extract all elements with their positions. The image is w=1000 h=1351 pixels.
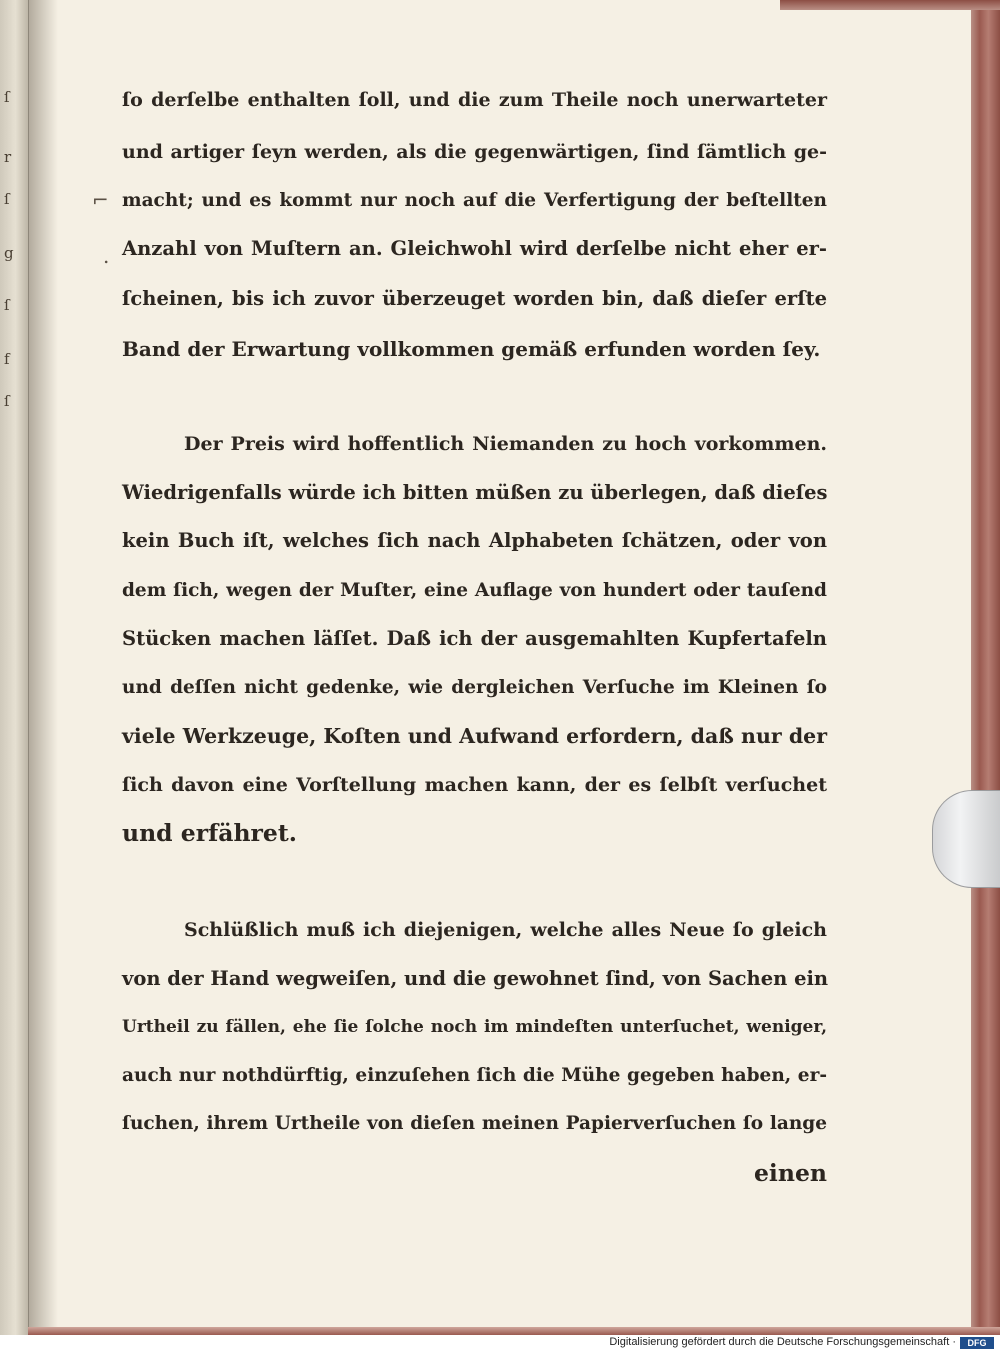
margin-dot-mark: . <box>103 244 110 268</box>
facing-page-char: ſ <box>4 88 10 106</box>
text-line: Anzahl von Muſtern an. Gleichwohl wird derſelbe nicht eher er- <box>122 237 827 260</box>
facing-page-edge <box>0 0 29 1335</box>
text-line: ſich davon eine Vorſtellung machen kann, der es ſelbſt verſuchet <box>122 774 827 796</box>
text-line: Wiedrigenfalls würde ich bitten müßen zu überlegen, daß dieſes <box>122 481 828 504</box>
facing-page-char: ſ <box>4 296 10 314</box>
text-line: Der Preis wird hoffentlich Niemanden zu hoch vorkommen. <box>184 433 827 455</box>
text-line: kein Buch iſt, welches ſich nach Alphabeten ſchätzen, oder von <box>122 529 827 552</box>
facing-page-char: r <box>4 148 12 166</box>
text-line: macht; und es kommt nur noch auf die Verfertigung der beſtellten <box>122 190 827 211</box>
page-gutter-shadow <box>28 0 58 1335</box>
facing-page-char: g <box>4 244 14 262</box>
text-line: ſo derſelbe enthalten ſoll, und die zum Theile noch unerwarteter <box>122 89 827 111</box>
text-line: viele Werkzeuge, Koſten und Aufwand erfordern, daß nur der <box>122 724 827 748</box>
text-line: ſcheinen, bis ich zuvor überzeuget worden bin, daß dieſer erſte <box>122 287 827 310</box>
facing-page-char: ſ <box>4 392 10 410</box>
text-line: Stücken machen läſſet. Daß ich der ausgemahlten Kupfertafeln <box>122 627 827 650</box>
book-edge-right <box>971 0 1000 1335</box>
catchword: einen <box>753 1159 827 1187</box>
text-line: Band der Erwartung vollkommen gemäß erfunden worden ſey. <box>122 337 821 361</box>
book-edge-top <box>780 0 1000 10</box>
text-line: von der Hand wegweiſen, und die gewohnet ſind, von Sachen ein <box>122 967 829 990</box>
book-edge-bottom <box>28 1327 1000 1335</box>
text-line: ſuchen, ihrem Urtheile von dieſen meinen Papierverſuchen ſo lange <box>122 1113 827 1134</box>
facing-page-char: f <box>4 350 10 368</box>
footer-bar <box>0 1335 1000 1351</box>
facing-page-char: ſ <box>4 190 10 208</box>
text-line: und erfähret. <box>122 819 297 847</box>
text-line: und artiger ſeyn werden, als die gegenwärtigen, ſind ſämtlich ge- <box>122 141 827 163</box>
text-line: Urtheil zu fällen, ehe ſie ſolche noch im mindeſten unterſuchet, weniger, <box>122 1017 827 1037</box>
text-line: Schlüßlich muß ich diejenigen, welche alles Neue ſo gleich <box>184 919 827 941</box>
text-line: auch nur nothdürftig, einzuſehen ſich die Mühe gegeben haben, er- <box>122 1065 827 1086</box>
dfg-credit-text: Digitalisierung gefördert durch die Deutsche Forschungsgemeinschaft · <box>609 1336 956 1348</box>
text-line: dem ſich, wegen der Muſter, eine Auflage von hundert oder tauſend <box>122 580 827 601</box>
page-clip <box>932 790 1000 888</box>
text-line: und deſſen nicht gedenke, wie dergleichen Verſuche im Kleinen ſo <box>122 677 827 698</box>
margin-pencil-mark: ⌐ <box>92 188 109 212</box>
dfg-logo: DFG <box>960 1337 994 1349</box>
